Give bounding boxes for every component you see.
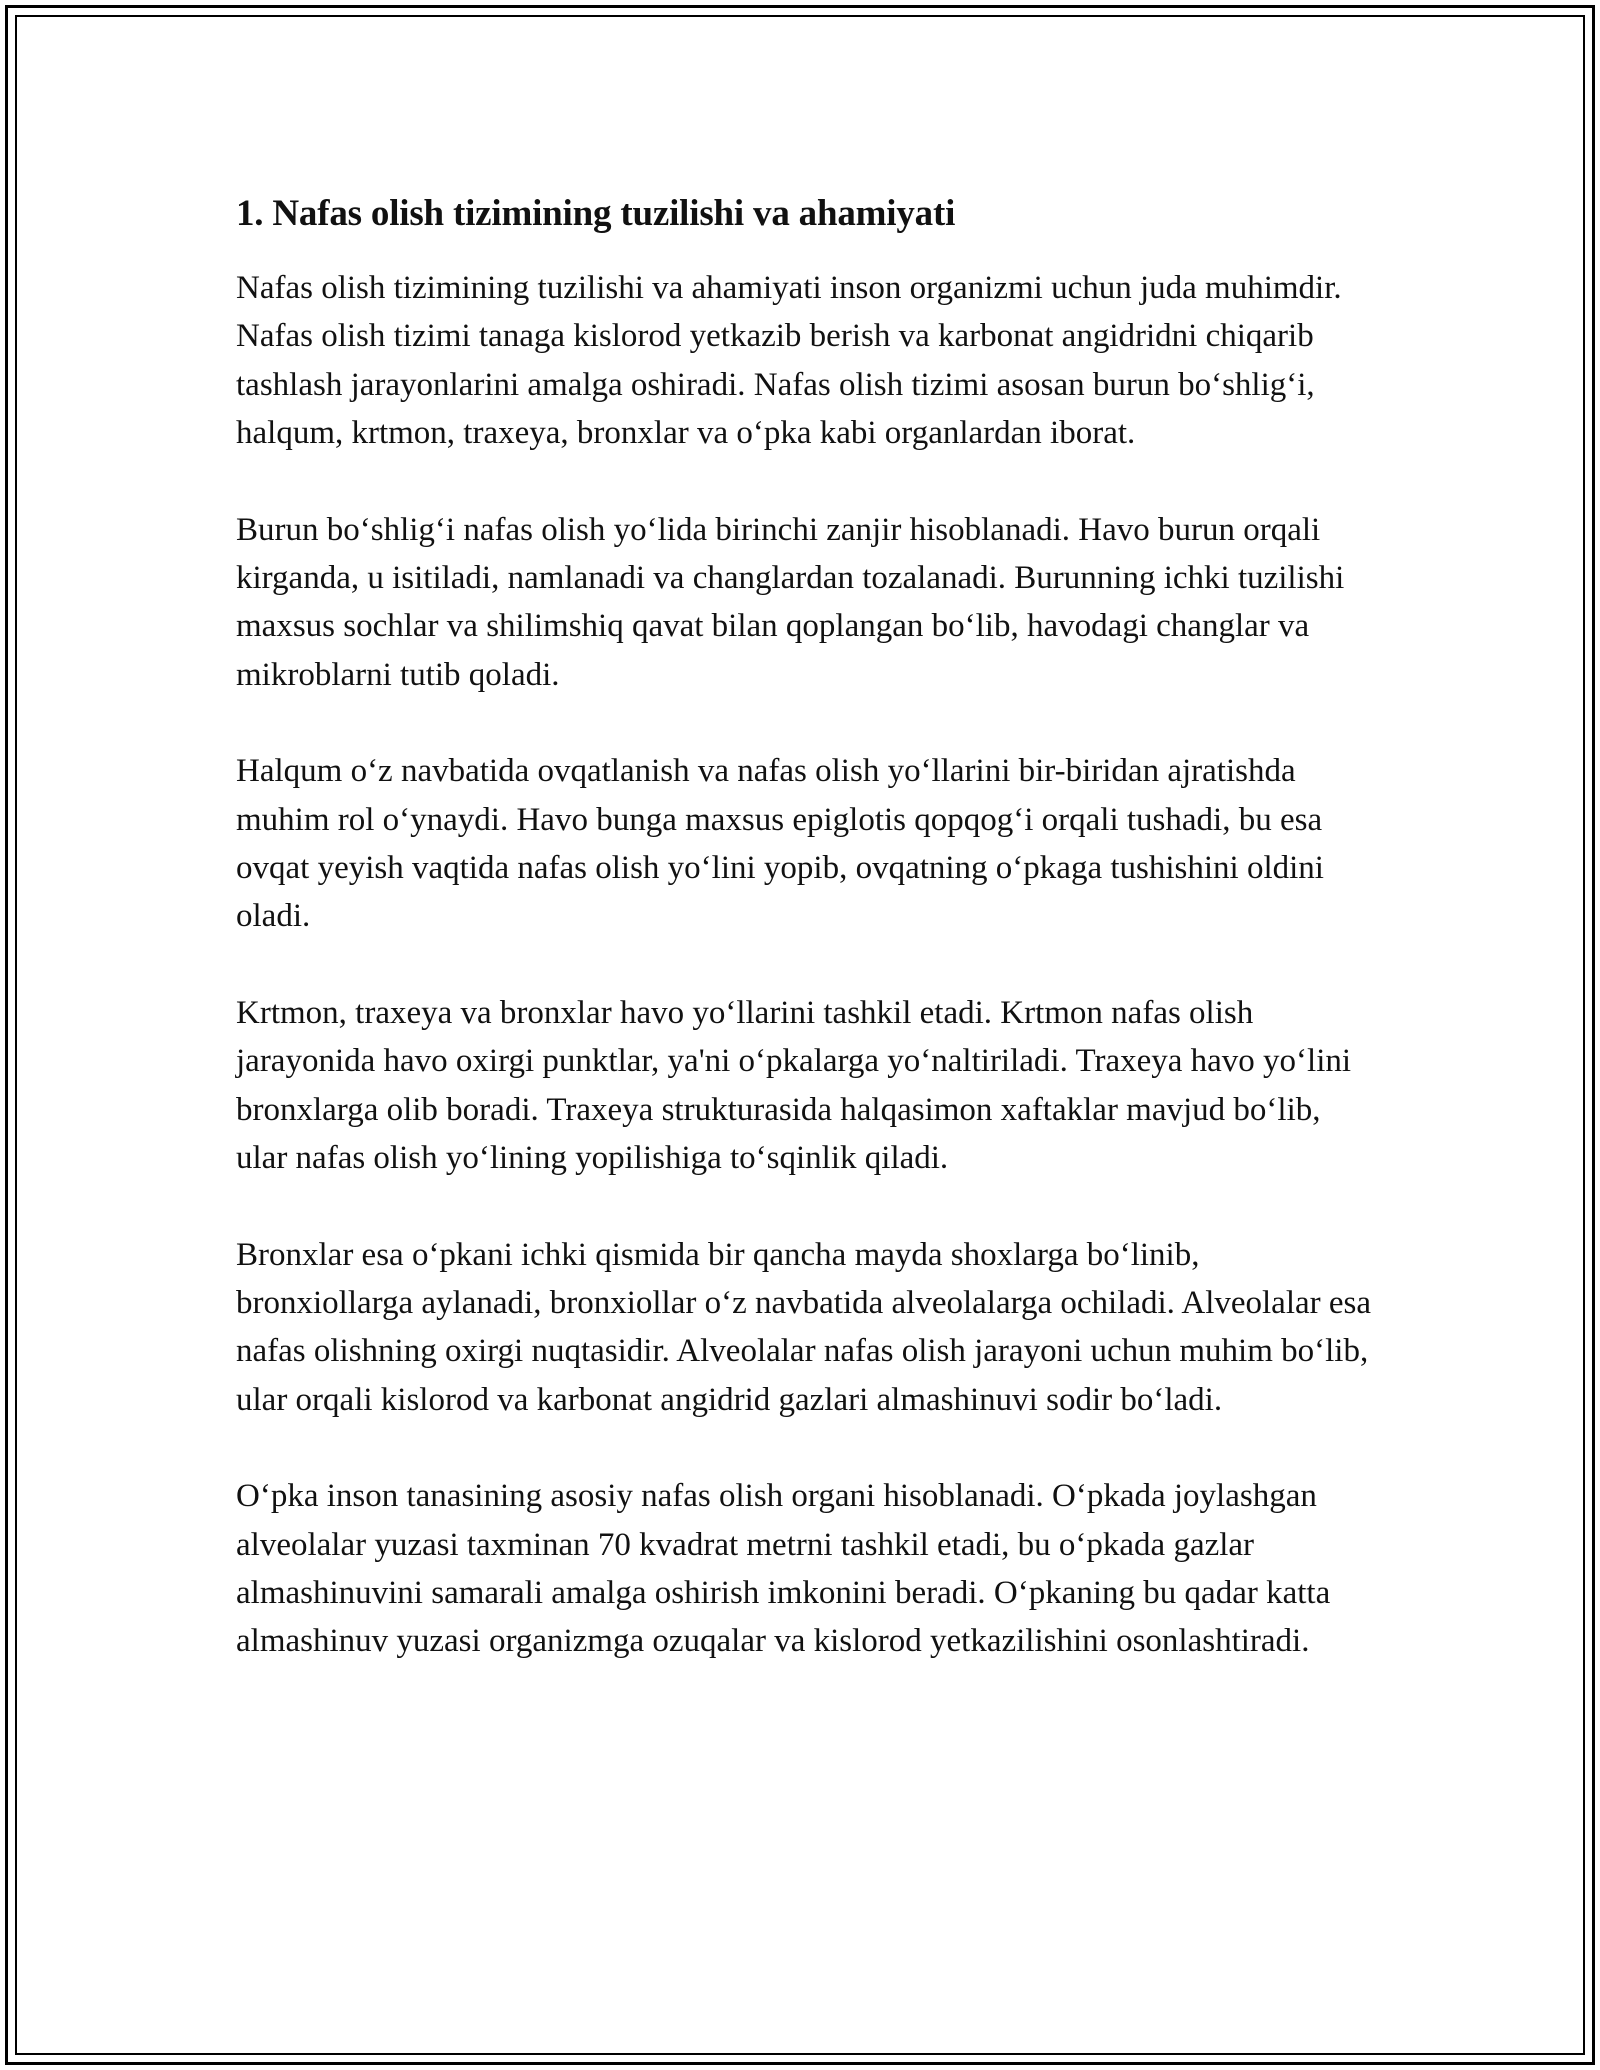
paragraph-intro: Nafas olish tizimining tuzilishi va ahamiyati inson organizmi uchun juda muhimdir. Nafas olish tizimi tanaga kislorod yetkazib berish va karbonat angidridni chiqarib tashlash jarayonlarini amalga oshiradi. Nafas olish tizimi asosan burun bo‘shlig‘i, halqum, krtmon, traxeya, bronxlar va o‘pka kabi organlardan iborat. bbox=[236, 270, 1342, 452]
paragraph-lungs: O‘pka inson tanasining asosiy nafas olish organi hisoblanadi. O‘pkada joylashgan alveolalar yuzasi taxminan 70 kvadrat metrni tashkil etadi, bu o‘pkada gazlar almashinuvini samarali amalga oshirish imkonini beradi. O‘pkaning bu qadar katta almashinuv yuzasi organizmga ozuqalar va kislorod yetkazilishini osonlashtiradi. bbox=[236, 1478, 1331, 1660]
paragraph-airways: Krtmon, traxeya va bronxlar havo yo‘llarini tashkil etadi. Krtmon nafas olish jarayonida havo oxirgi punktlar, ya'ni o‘pkalarga yo‘naltiriladi. Traxeya havo yo‘lini bronxlarga olib boradi. Traxeya strukturasida halqasimon xaftaklar mavjud bo‘lib, ular nafas olish yo‘lining yopilishiga to‘sqinlik qiladi. bbox=[236, 994, 1352, 1177]
paragraph-pharynx: Halqum o‘z navbatida ovqatlanish va nafas olish yo‘llarini bir-biridan ajratishda muhim rol o‘ynaydi. Havo bunga maxsus epiglotis qopqog‘i orqali tushadi, bu esa ovqat yeyish vaqtida nafas olish yo‘lini yopib, ovqatning o‘pkaga tushishini oldini oladi. bbox=[236, 753, 1324, 935]
paragraph-bronchi: Bronxlar esa o‘pkani ichki qismida bir qancha mayda shoxlarga bo‘linib, bronxiollarga aylanadi, bronxiollar o‘z navbatida alveolalarga ochiladi. Alveolalar esa nafas olishning oxirgi nuqtasidir. Alveolalar nafas olish jarayoni uchun muhim bo‘lib, ular orqali kislorod va karbonat angidrid gazlari almashinuvi sodir bo‘ladi. bbox=[236, 1236, 1372, 1418]
paragraph-nasal-cavity: Burun bo‘shlig‘i nafas olish yo‘lida birinchi zanjir hisoblanadi. Havo burun orqali kirganda, u isitiladi, namlanadi va changlardan tozalanadi. Burunning ichki tuzilishi maxsus sochlar va shilimshiq qavat bilan qoplangan bo‘lib, havodagi changlar va mikroblarni tutib qoladi. bbox=[236, 511, 1345, 693]
document-body bbox=[236, 186, 1376, 1714]
section-heading: 1. Nafas olish tizimining tuzilishi va ahamiyati bbox=[236, 193, 956, 234]
